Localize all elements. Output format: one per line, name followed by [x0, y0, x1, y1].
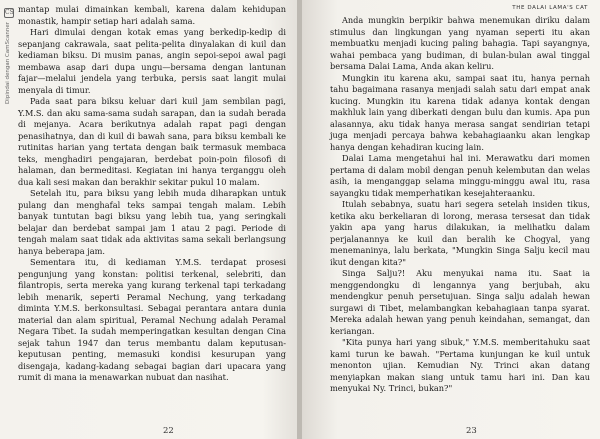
- paragraph: Mungkin itu karena aku, sampai saat itu, hanya pernah tahu bagaimana rasanya menjadi salah satu dari empat anak kucing. Mungkin itu karena tidak adanya kontak dengan makhluk lain yang diberkati dengan bulu dan kumis. Apa pun alasannya, aku tidak hanya merasa sangat sendirian tetapi juga menjadi percaya bahwa kebahagiaanku akan lengkap hanya dengan kehadiran kucing lain.: [330, 72, 590, 152]
- left-page-text: [18, 4, 286, 384]
- paragraph: Itulah sebabnya, suatu hari segera setelah insiden tikus, ketika aku berkeliaran di lorong, merasa tersesat dan tidak yakin apa yang harus dilakukan, ia melihatku dalam perjalanannya ke kuil dan beralih ke Chogyal, yang menemaninya, lalu berkata, "Mungkin Singa Salju kecil mau ikut dengan kita?": [330, 199, 590, 267]
- camscanner-icon: CS: [5, 9, 14, 16]
- paragraph: Anda mungkin berpikir bahwa menemukan diriku dalam stimulus dan lingkungan yang nyaman seperti itu akan membuatku menjadi kucing paling bahagia. Tapi sayangnya, wahai pembaca yang budiman, di bulan-bulan awal tinggal bersama Dalai Lama, Anda akan keliru.: [330, 15, 590, 71]
- scanner-watermark: [4, 8, 14, 178]
- left-page: [0, 0, 298, 439]
- paragraph: Setelah itu, para biksu yang lebih muda diharapkan untuk pulang dan menghafal teks sampai tengah malam. Lebih banyak tuntutan bagi biksu yang lebih tua, yang seringkali belajar dan berdebat sampai jam 1 atau 2 pagi. Periode di tengah malam saat tidak ada aktivitas sama sekali berlangsung hanya beberapa jam.: [18, 188, 286, 256]
- running-head: THE DALAI LAMA'S CAT: [512, 5, 588, 11]
- page-number: 22: [163, 426, 174, 436]
- right-page: [302, 0, 600, 439]
- paragraph: Singa Salju?! Aku menyukai nama itu. Saat ia menggendongku di lengannya yang berjubah, aku mendengkur penuh persetujuan. Singa salju adalah hewan surgawi di Tibet, melambangkan kebahagiaan tanpa syarat. Mereka adalah hewan yang penuh keindahan, semangat, dan keriangan.: [330, 268, 590, 336]
- paragraph: Pada saat para biksu keluar dari kuil jam sembilan pagi, Y.M.S. dan aku sama-sama sudah sarapan, dan ia sudah berada di mejanya. Acara berikutnya adalah rapat pagi dengan penasihatnya, dan di kuil di bawah sana, para biksu kembali ke rutinitas harian yang tertata dengan baik termasuk membaca teks, menghadiri pengajaran, berdebat poin-poin filosofi di halaman, dan bermeditasi. Kegiatan ini hanya terganggu oleh dua kali sesi makan dan berakhir sekitar pukul 10 malam.: [18, 96, 286, 187]
- paragraph: Sementara itu, di kediaman Y.M.S. terdapat prosesi pengunjung yang konstan: politisi terkenal, selebriti, dan filantropis, serta mereka yang kurang terkenal tapi terkadang lebih menarik, seperti Peramal Nechung, yang terkadang diminta Y.M.S. berkonsultasi. Sebagai perantara antara dunia material dan alam spiritual, Peramal Nechung adalah Peramal Negara Tibet. Ia sudah memperingatkan kesultan dengan Cina sejak tahun 1947 dan terus membantu dalam keputusan-keputusan penting, memasuki kondisi kesurupan yang disengaja, kadang-kadang sebagai bagian dari upacara yang rumit di mana ia menawarkan nubuat dan nasihat.: [18, 257, 286, 382]
- paragraph: mantap mulai dimainkan kembali, karena dalam kehidupan monastik, hampir setiap hari adalah sama.: [18, 4, 286, 26]
- paragraph: Hari dimulai dengan kotak emas yang berkedip-kedip di sepanjang cakrawala, saat pelita-pelita dinyalakan di kuil dan kediaman biksu. Di musim panas, angin sepoi-sepoi awal pagi membawa asap dari dupa ungu—bersama dengan lantunan fajar—melalui jendela yang terbuka, persis saat langit mulai menyala di timur.: [18, 27, 286, 95]
- paragraph: "Kita punya hari yang sibuk," Y.M.S. memberitahuku saat kami turun ke bawah. "Pertama kunjungan ke kuil untuk menonton ujian. Kemudian Ny. Trinci akan datang menyiapkan makan siang untuk tamu hari ini. Dan kau menyukai Ny. Trinci, bukan?": [330, 337, 590, 393]
- page-number: 23: [466, 426, 477, 436]
- scanner-watermark-text: Dipindai dengan CamScanner: [5, 22, 11, 104]
- right-page-text: [330, 15, 590, 395]
- paragraph: Dalai Lama mengetahui hal ini. Merawatku dari momen pertama di dalam mobil dengan penuh kelembutan dan welas asih, ia menganggap selama minggu-minggu awal itu, rasa sayangku tidak memperhatikan kesejahteraanku.: [330, 153, 590, 198]
